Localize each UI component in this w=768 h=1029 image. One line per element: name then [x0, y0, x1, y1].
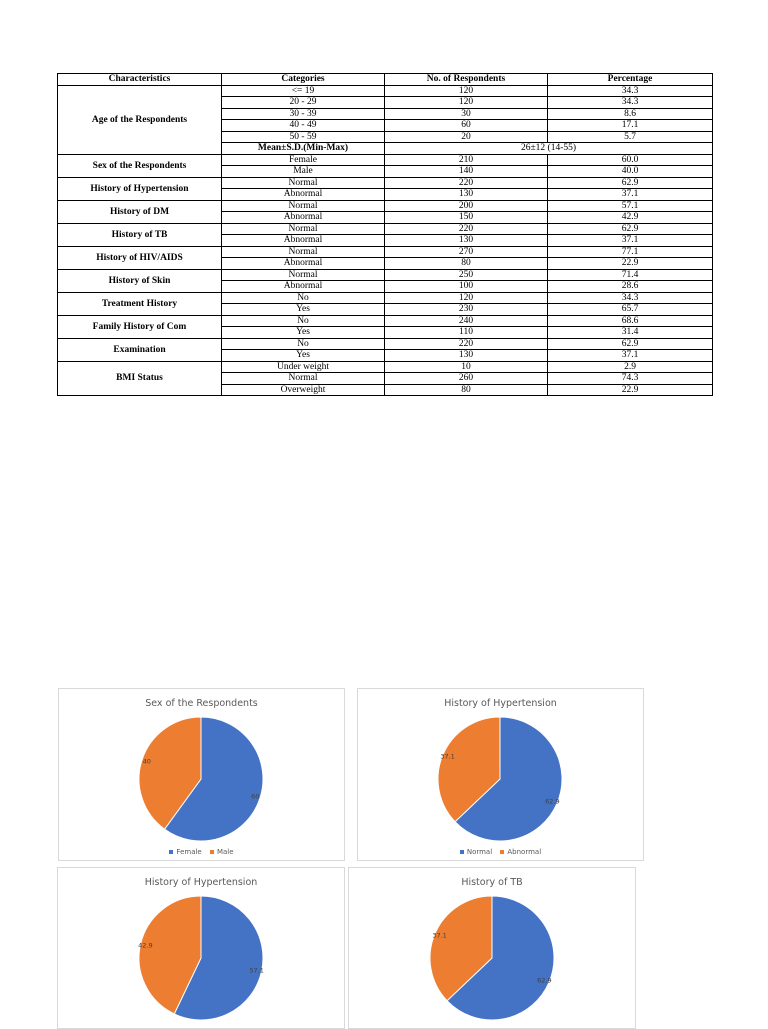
- respondents-cell: 240: [385, 315, 548, 327]
- respondents-cell: 220: [385, 223, 548, 235]
- chart-legend: [358, 848, 643, 856]
- percentage-cell: 34.3: [548, 97, 713, 109]
- characteristics-table: [57, 73, 713, 396]
- category-cell: Overweight: [222, 384, 385, 396]
- category-cell: Male: [222, 166, 385, 178]
- chart-title: History of Hypertension: [444, 698, 557, 709]
- table-row: [58, 200, 713, 212]
- data-label: 62.9: [537, 976, 552, 985]
- respondents-cell: 220: [385, 338, 548, 350]
- category-cell: Normal: [222, 177, 385, 189]
- mean-label-cell: Mean±S.D.(Min-Max): [222, 143, 385, 155]
- chart-tb: [348, 867, 636, 1029]
- respondents-cell: 60: [385, 120, 548, 132]
- header-percentage: Percentage: [548, 74, 713, 86]
- chart-legend: [59, 848, 344, 856]
- data-label: 37.1: [440, 752, 455, 761]
- legend-swatch: [460, 850, 464, 854]
- category-cell: Normal: [222, 200, 385, 212]
- legend-swatch: [210, 850, 214, 854]
- respondents-cell: 130: [385, 189, 548, 201]
- category-cell: Female: [222, 154, 385, 166]
- mean-value-cell: 26±12 (14-55): [385, 143, 713, 155]
- category-cell: No: [222, 338, 385, 350]
- respondents-cell: 110: [385, 327, 548, 339]
- category-cell: <= 19: [222, 85, 385, 97]
- percentage-cell: 62.9: [548, 338, 713, 350]
- characteristic-cell: Treatment History: [58, 292, 222, 315]
- data-label: 60: [251, 792, 260, 801]
- legend-label: Normal: [466, 848, 493, 856]
- table-header-row: [58, 74, 713, 86]
- respondents-cell: 130: [385, 350, 548, 362]
- percentage-cell: 34.3: [548, 292, 713, 304]
- percentage-cell: 37.1: [548, 235, 713, 247]
- legend-label: Male: [216, 848, 234, 856]
- data-label: 62.9: [545, 797, 560, 806]
- percentage-cell: 31.4: [548, 327, 713, 339]
- category-cell: Yes: [222, 350, 385, 362]
- characteristic-cell: BMI Status: [58, 361, 222, 396]
- percentage-cell: 22.9: [548, 384, 713, 396]
- pie-chart: [358, 689, 643, 860]
- percentage-cell: 71.4: [548, 269, 713, 281]
- header-characteristics: Characteristics: [58, 74, 222, 86]
- respondents-cell: 140: [385, 166, 548, 178]
- respondents-cell: 220: [385, 177, 548, 189]
- legend-label: Female: [176, 848, 202, 856]
- pie-chart: [349, 868, 635, 1028]
- category-cell: Under weight: [222, 361, 385, 373]
- category-cell: No: [222, 292, 385, 304]
- table-row: [58, 361, 713, 373]
- legend-item: [460, 848, 492, 856]
- table-row: [58, 246, 713, 258]
- respondents-cell: 100: [385, 281, 548, 293]
- characteristic-cell: Sex of the Respondents: [58, 154, 222, 177]
- pie-chart: [59, 689, 344, 860]
- table-row: [58, 269, 713, 281]
- respondents-cell: 250: [385, 269, 548, 281]
- legend-item: [210, 848, 234, 856]
- characteristic-cell: History of TB: [58, 223, 222, 246]
- category-cell: Abnormal: [222, 212, 385, 224]
- category-cell: 40 - 49: [222, 120, 385, 132]
- table-row: [58, 315, 713, 327]
- respondents-cell: 80: [385, 384, 548, 396]
- characteristic-cell: History of DM: [58, 200, 222, 223]
- percentage-cell: 28.6: [548, 281, 713, 293]
- respondents-cell: 270: [385, 246, 548, 258]
- respondents-cell: 260: [385, 373, 548, 385]
- category-cell: Yes: [222, 327, 385, 339]
- category-cell: Abnormal: [222, 235, 385, 247]
- chart-title: Sex of the Respondents: [145, 698, 258, 709]
- category-cell: Abnormal: [222, 258, 385, 270]
- respondents-cell: 30: [385, 108, 548, 120]
- respondents-cell: 210: [385, 154, 548, 166]
- respondents-cell: 200: [385, 200, 548, 212]
- respondents-cell: 80: [385, 258, 548, 270]
- percentage-cell: 74.3: [548, 373, 713, 385]
- category-cell: Yes: [222, 304, 385, 316]
- characteristic-cell: History of Skin: [58, 269, 222, 292]
- category-cell: Normal: [222, 223, 385, 235]
- characteristic-cell: Family History of Com: [58, 315, 222, 338]
- category-cell: 50 - 59: [222, 131, 385, 143]
- header-respondents: No. of Respondents: [385, 74, 548, 86]
- characteristic-cell: Age of the Respondents: [58, 85, 222, 154]
- table-row: [58, 223, 713, 235]
- respondents-cell: 10: [385, 361, 548, 373]
- table-row: [58, 292, 713, 304]
- chart-title: History of Hypertension: [144, 877, 258, 888]
- category-cell: Abnormal: [222, 281, 385, 293]
- pie-chart: [58, 868, 344, 1028]
- percentage-cell: 42.9: [548, 212, 713, 224]
- category-cell: 30 - 39: [222, 108, 385, 120]
- data-label: 37.1: [432, 931, 447, 940]
- legend-swatch: [500, 850, 504, 854]
- percentage-cell: 62.9: [548, 177, 713, 189]
- chart-dm: [57, 867, 345, 1029]
- respondents-cell: 230: [385, 304, 548, 316]
- category-cell: Abnormal: [222, 189, 385, 201]
- legend-swatch: [169, 850, 173, 854]
- percentage-cell: 40.0: [548, 166, 713, 178]
- chart-sex: [58, 688, 345, 861]
- respondents-cell: 120: [385, 292, 548, 304]
- percentage-cell: 57.1: [548, 200, 713, 212]
- legend-label: Abnormal: [507, 848, 542, 856]
- characteristic-cell: History of HIV/AIDS: [58, 246, 222, 269]
- percentage-cell: 60.0: [548, 154, 713, 166]
- legend-item: [169, 848, 201, 856]
- table-row: [58, 177, 713, 189]
- category-cell: 20 - 29: [222, 97, 385, 109]
- table-row: [58, 154, 713, 166]
- respondents-cell: 120: [385, 97, 548, 109]
- legend-item: [500, 848, 541, 856]
- table-row: [58, 338, 713, 350]
- respondents-cell: 20: [385, 131, 548, 143]
- percentage-cell: 34.3: [548, 85, 713, 97]
- respondents-cell: 130: [385, 235, 548, 247]
- percentage-cell: 62.9: [548, 223, 713, 235]
- category-cell: Normal: [222, 269, 385, 281]
- category-cell: Normal: [222, 373, 385, 385]
- percentage-cell: 37.1: [548, 189, 713, 201]
- header-categories: Categories: [222, 74, 385, 86]
- data-label: 40: [142, 757, 151, 766]
- respondents-cell: 120: [385, 85, 548, 97]
- percentage-cell: 22.9: [548, 258, 713, 270]
- table-row: [58, 85, 713, 97]
- respondents-cell: 150: [385, 212, 548, 224]
- chart-title: History of TB: [461, 877, 523, 888]
- percentage-cell: 5.7: [548, 131, 713, 143]
- percentage-cell: 65.7: [548, 304, 713, 316]
- percentage-cell: 17.1: [548, 120, 713, 132]
- characteristic-cell: Examination: [58, 338, 222, 361]
- characteristic-cell: History of Hypertension: [58, 177, 222, 200]
- percentage-cell: 37.1: [548, 350, 713, 362]
- category-cell: Normal: [222, 246, 385, 258]
- data-label: 57.1: [249, 966, 264, 975]
- percentage-cell: 77.1: [548, 246, 713, 258]
- category-cell: No: [222, 315, 385, 327]
- percentage-cell: 68.6: [548, 315, 713, 327]
- chart-hypertension: [357, 688, 644, 861]
- percentage-cell: 2.9: [548, 361, 713, 373]
- percentage-cell: 8.6: [548, 108, 713, 120]
- data-label: 42.9: [138, 941, 153, 950]
